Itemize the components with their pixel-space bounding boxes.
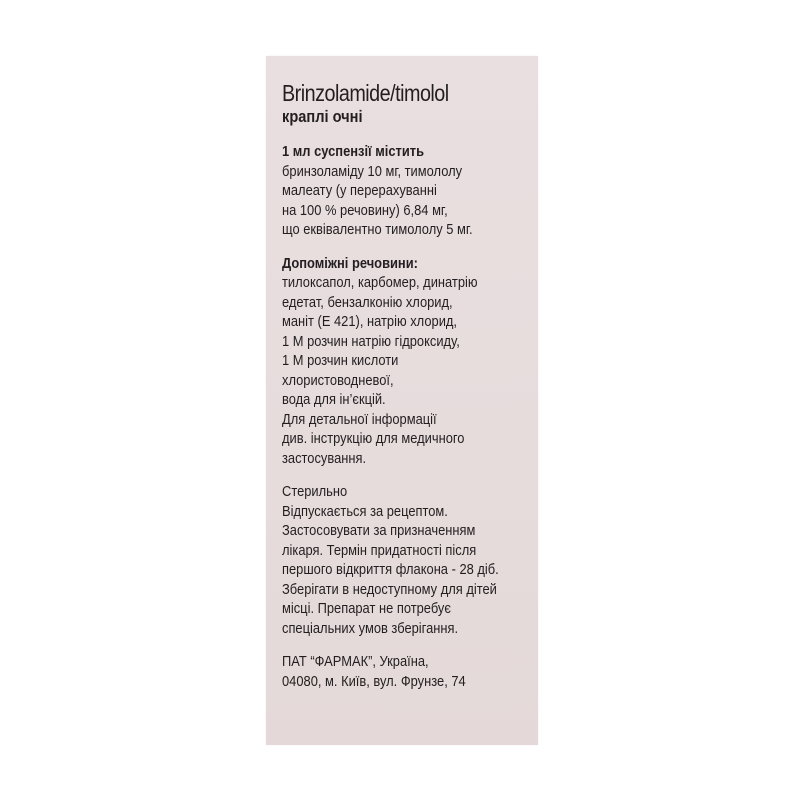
storage-line: спеціальних умов зберігання. [282, 619, 459, 637]
composition-line: на 100 % речовину) 6,84 мг, [282, 201, 448, 219]
excipients-line: 1 М розчин кислоти [282, 352, 399, 369]
excipients-line: маніт (Е 421), натрію хлорид, [282, 313, 458, 330]
package-label-text [282, 80, 542, 705]
product-name: Brinzolamide/timolol [282, 80, 449, 106]
manufacturer-line: 04080, м. Київ, вул. Фрунзе, 74 [282, 672, 466, 690]
product-form: краплі очні [282, 107, 363, 126]
composition-line: малеату (у перерахуванні [282, 182, 437, 199]
storage-line: Застосовувати за призначенням [282, 522, 476, 539]
manufacturer-line: ПАТ “ФАРМАК”, Україна, [282, 653, 429, 670]
storage-line: першого відкриття флакона - 28 діб. [282, 561, 499, 578]
excipients-line: застосування. [282, 449, 367, 467]
excipients-heading: Допоміжні речовини: [282, 254, 418, 272]
excipients-line: хлористоводневої, [282, 371, 394, 389]
storage-line: Відпускається за рецептом. [282, 502, 448, 520]
excipients-line: вода для ін’єкцій. [282, 391, 386, 408]
storage-line: Зберігати в недоступному для дітей [282, 580, 497, 598]
storage-line: лікаря. Термін придатності після [282, 541, 477, 559]
excipients-section [282, 254, 542, 469]
composition-heading: 1 мл суспензії містить [282, 143, 425, 160]
excipients-line: едетат, бензалконію хлорид, [282, 293, 453, 311]
storage-line: Стерильно [282, 483, 348, 500]
composition-line: бринзоламіду 10 мг, тимололу [282, 162, 463, 180]
composition-section [282, 142, 542, 240]
excipients-line: тилоксапол, карбомер, динатрію [282, 274, 478, 291]
excipients-line: Для детальної інформації [282, 410, 437, 428]
storage-line: місці. Препарат не потребує [282, 600, 451, 617]
excipients-line: 1 М розчин натрію гідроксиду, [282, 332, 460, 350]
excipients-line: див. інструкцію для медичного [282, 430, 465, 447]
manufacturer-section [282, 652, 542, 691]
composition-line: що еквівалентно тимололу 5 мг. [282, 221, 473, 238]
storage-section [282, 482, 542, 638]
